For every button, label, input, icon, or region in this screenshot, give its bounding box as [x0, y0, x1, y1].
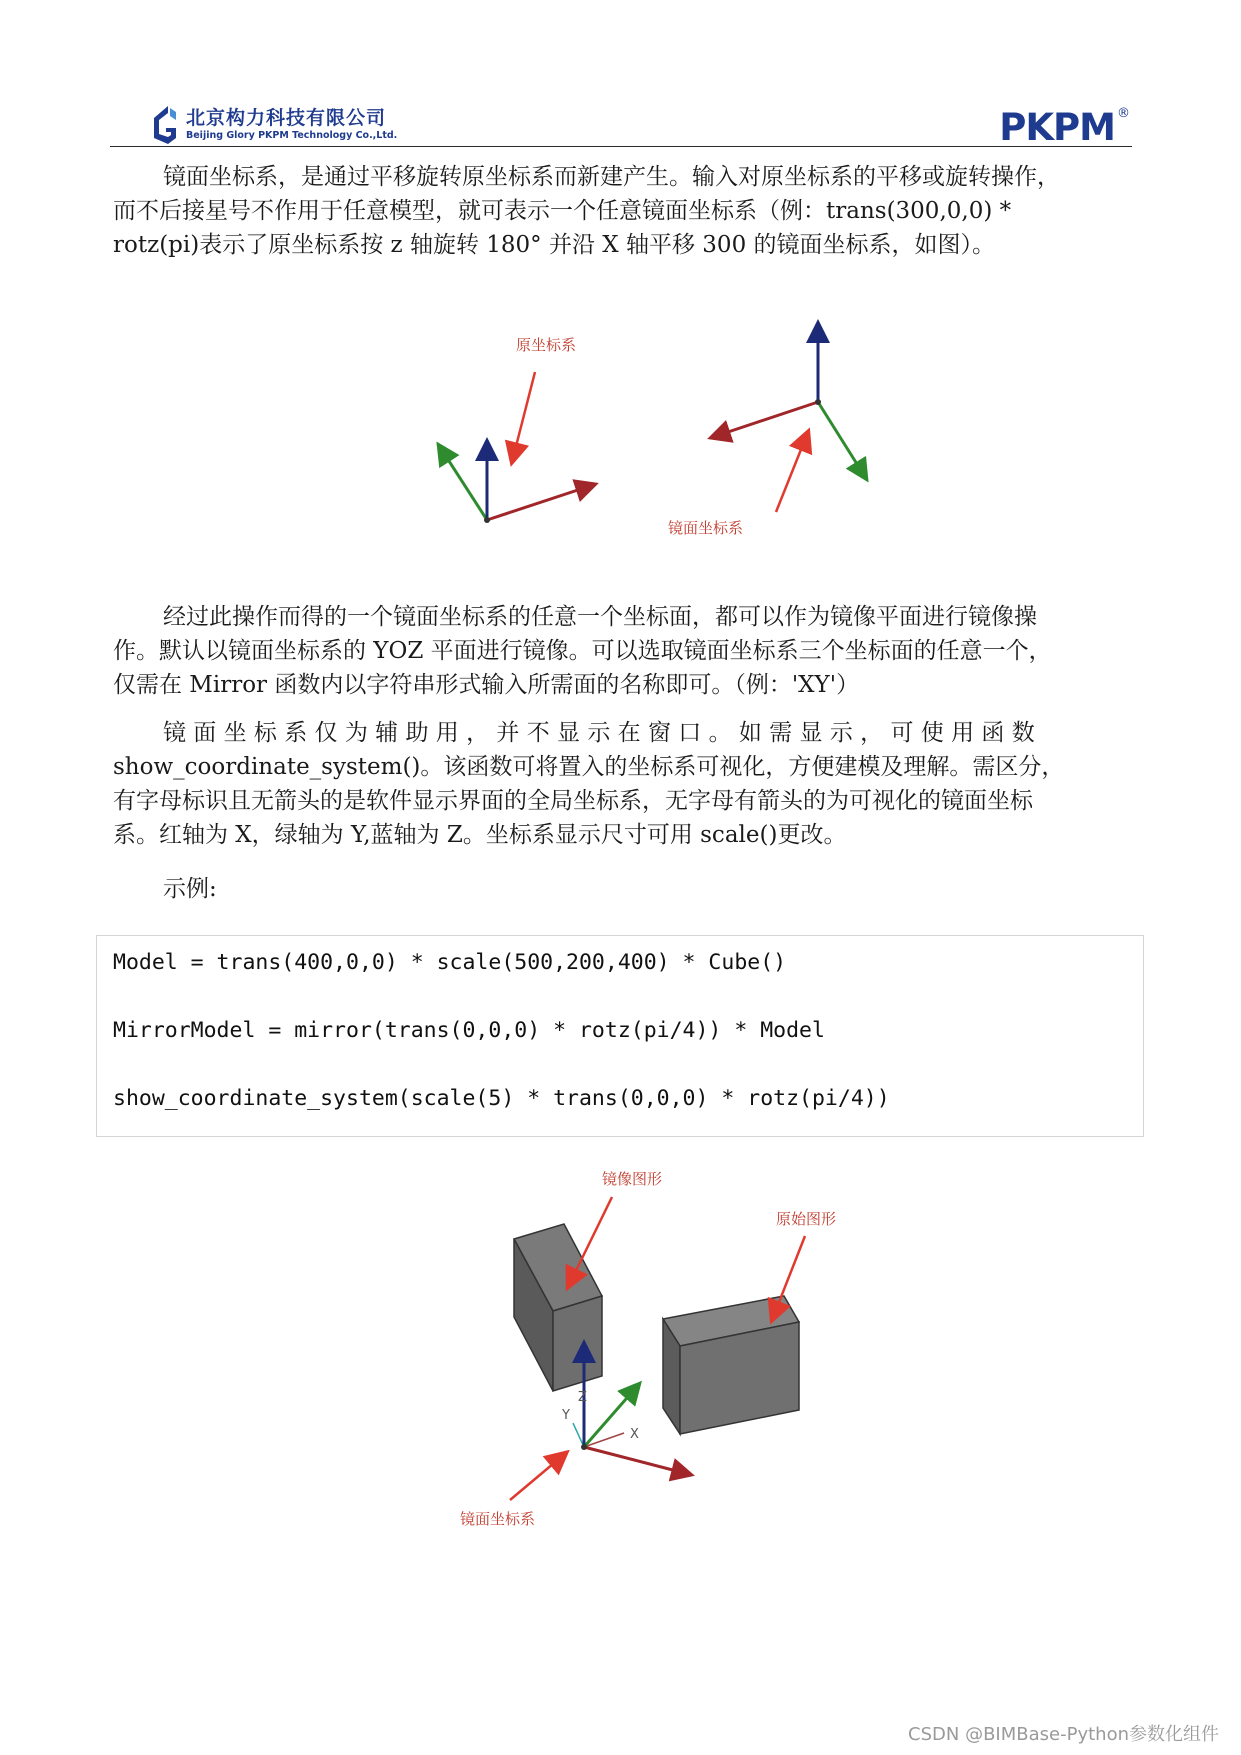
code-line-1: Model = trans(400,0,0) * scale(500,200,400) * Cube() [113, 950, 787, 975]
para1-line2: 而不后接星号不作用于任意模型，就可表示一个任意镜面坐标系（例：trans(300,0,0) * [113, 198, 1012, 224]
page-header [110, 100, 1130, 148]
figure-coordinate-systems [0, 300, 1241, 560]
para2-line1: 经过此操作而得的一个镜面坐标系的任意一个坐标面，都可以作为镜像平面进行镜像操 [163, 604, 1037, 630]
company-logo-icon [150, 104, 180, 146]
pkpm-logo [999, 106, 1130, 149]
label-mirror-cs: 镜面坐标系 [668, 519, 744, 537]
label-mirror-shape: 镜像图形 [602, 1170, 663, 1188]
mirror-x-axis [710, 402, 818, 438]
para3-line2: show_coordinate_system()。该函数可将置入的坐标系可视化，方便建模及理解。需区分， [113, 754, 1065, 780]
mirror-y-axis [818, 402, 867, 480]
example-label-text: 示例: [163, 876, 217, 902]
original-shape [663, 1296, 799, 1434]
mirror-shape [514, 1224, 602, 1391]
annotation-arrow-original [512, 372, 535, 462]
original-y-axis [438, 444, 487, 520]
original-x-axis [487, 484, 596, 520]
annotation-arrow-mirror [776, 432, 808, 512]
original-coordinate-system [438, 440, 596, 523]
label-original-cs: 原坐标系 [516, 336, 577, 354]
mirror-cs-x-axis [584, 1447, 692, 1475]
paragraph-intro [113, 160, 1131, 262]
axis-label-z: Z [578, 1390, 587, 1405]
header-divider [110, 146, 1132, 147]
code-line-3: show_coordinate_system(scale(5) * trans(0,0,0) * rotz(pi/4)) [113, 1086, 890, 1111]
code-line-2: MirrorModel = mirror(trans(0,0,0) * rotz(pi/4)) * Model [113, 1018, 825, 1043]
registered-mark: ® [1117, 106, 1130, 121]
para3-line1: 镜 面 坐 标 系 仅 为 辅 助 用 ， 并 不 显 示 在 窗 口 。 如 需 显 示 ， 可 使 用 函 数 [163, 720, 1035, 746]
label-original-shape: 原始图形 [776, 1210, 837, 1228]
annotation-arrow-mirror-cs [510, 1453, 566, 1500]
brand-name: PKPM [999, 106, 1115, 149]
mirror-coordinate-system [710, 322, 867, 480]
company-name-en: Beijing Glory PKPM Technology Co.,Ltd. [186, 130, 398, 142]
para2-line3: 仅需在 Mirror 函数内以字符串形式输入所需面的名称即可。（例：'XY'） [113, 672, 860, 698]
example-label [113, 872, 1131, 906]
label-mirror-cs-2: 镜面坐标系 [460, 1510, 536, 1528]
para1-line3: rotz(pi)表示了原坐标系按 z 轴旋转 180° 并沿 X 轴平移 300 的镜面坐标系，如图）。 [113, 232, 996, 258]
figure-mirror-shapes [0, 1160, 1241, 1540]
para3-line4: 系。红轴为 X，绿轴为 Y,蓝轴为 Z。坐标系显示尺寸可用 scale()更改。 [113, 822, 847, 848]
para3-line3: 有字母标识且无箭头的是软件显示界面的全局坐标系，无字母有箭头的为可视化的镜面坐标 [113, 788, 1033, 814]
axis-label-y: Y [562, 1408, 570, 1423]
company-name-cn: 北京构力科技有限公司 [186, 107, 387, 130]
para2-line2: 作。默认以镜面坐标系的 YOZ 平面进行镜像。可以选取镜面坐标系三个坐标面的任意一个， [113, 638, 1052, 664]
para1-line1: 镜面坐标系，是通过平移旋转原坐标系而新建产生。输入对原坐标系的平移或旋转操作， [163, 164, 1060, 190]
company-logo [150, 104, 397, 146]
paragraph-mirror-plane [113, 600, 1131, 702]
code-block [96, 935, 1144, 1137]
paragraph-show-cs [113, 716, 1131, 852]
axis-label-x: X [630, 1427, 639, 1442]
csdn-watermark: CSDN @BIMBase-Python参数化组件 [908, 1724, 1219, 1745]
